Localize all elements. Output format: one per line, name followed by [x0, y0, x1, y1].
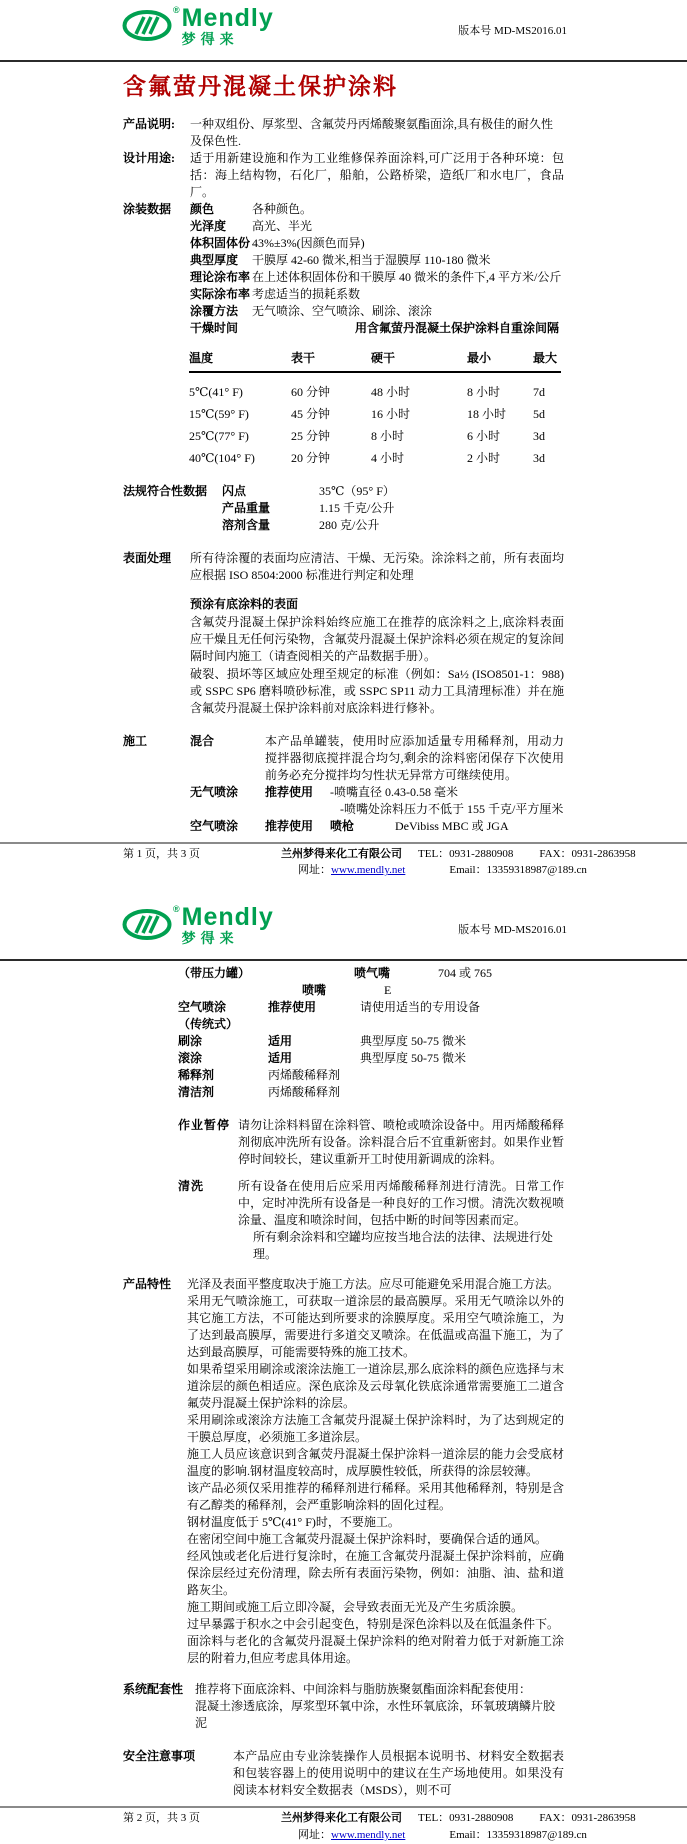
brand-text [181, 4, 274, 47]
roller-row [123, 1050, 564, 1067]
company-tel: TEL：0931-2880908 [418, 847, 514, 860]
mendly-logo [122, 4, 687, 47]
application-label: 施工 [123, 733, 148, 748]
application-section [123, 733, 564, 784]
surface-prep-text: 所有待涂覆的表面均应清洁、干燥、无污染。涂涂料之前，所有表面均应根据 ISO 8504:2000 标准进行判定和处理 [190, 551, 564, 583]
coating-row-theoretical: 理论涂布率 在上述体积固体份和干膜厚 40 微米的条件下,4 平方米/公斤 [190, 269, 562, 284]
company-name: 兰州梦得来化工有限公司 [281, 847, 402, 860]
footer-contact-line [281, 1828, 687, 1844]
roller-applicable-label: 适用 [268, 1051, 293, 1066]
nozzle-value: E [384, 983, 392, 998]
feature-paragraph: 过早暴露于积水之中会引起变色，特别是深色涂料以及在低温条件下。 [187, 1617, 560, 1632]
feature-paragraphs [187, 1276, 564, 1668]
company-email: Email：13359318987@189.cn [449, 1829, 587, 1842]
system-compatibility-label: 系统配套性 [123, 1682, 184, 1697]
precoated-surface-block [190, 596, 564, 716]
cleaner-row [123, 1084, 564, 1101]
precoated-paragraph: 含氟荧丹混凝土保护涂料始终应施工在推荐的底涂料之上,底涂料表面应干燥且无任何污染物，含氟荧丹混凝土保护涂料必须在规定的复涂间隔时间内施工（请查阅相关的产品数据手册）。 [190, 615, 564, 664]
product-desc-row [123, 116, 564, 150]
regulatory-row-weight: 产品重量 1.15 千克/公升 [222, 501, 395, 516]
thinner-label: 稀释剂 [178, 1068, 215, 1083]
web-label: 网址： [298, 1829, 331, 1842]
safety-label: 安全注意事项 [123, 1749, 196, 1764]
table-row: 15℃(59° F) 45 分钟 16 小时 18 小时 5d [189, 407, 545, 422]
safety-section [123, 1748, 564, 1799]
airspray-label: 空气喷涂 [190, 818, 239, 833]
page-1-footer [0, 844, 687, 879]
work-pause-label: 作业暂停 [178, 1118, 231, 1133]
feature-paragraph: 采用刷涂或滚涂方法施工含氟荧丹混凝土保护涂料时，为了达到规定的干膜总厚度，必须施工多道涂层。 [187, 1412, 564, 1444]
product-desc-text: 一种双组份、厚浆型、含氟荧丹丙烯酸聚氨酯面涂,具有极佳的耐久性及保色性. [190, 116, 554, 148]
pressure-tank-label: （带压力罐） [178, 966, 251, 980]
version-label: 版本号 MD-MS2016.01 [458, 25, 567, 37]
pressure-tank-row [123, 965, 564, 982]
system-compatibility-section [123, 1681, 564, 1732]
system-compatibility-text-2: 混凝土渗透底涂，厚浆型环氧中涂，水性环氧底涂，环氧玻璃鳞片胶泥 [195, 1699, 556, 1731]
design-use-text: 适于用新建设施和作为工业维修保养面涂料,可广泛用于各种环境：包括：海上结构物，石化厂，船舶，公路桥梁，造纸厂和水电厂，食品厂。 [190, 150, 564, 199]
company-fax: FAX：0931-2863958 [539, 847, 636, 860]
cleaning-section [123, 1178, 564, 1229]
company-fax: FAX：0931-2863958 [539, 1812, 636, 1825]
air-nozzle-label: 喷气嘴 [354, 966, 391, 980]
page-number: 第 2 页，共 3 页 [123, 1812, 200, 1825]
airless-recommend-label: 推荐使用 [265, 784, 314, 799]
feature-paragraph: 钢材温度低于 5℃(41° F)时，不要施工。 [187, 1514, 400, 1529]
airspray-recommend-label: 推荐使用 [265, 818, 314, 833]
page-1 [0, 0, 687, 879]
work-pause-section [123, 1117, 564, 1168]
brush-label: 刷涂 [178, 1034, 203, 1049]
mendly-logo-icon [122, 9, 172, 42]
brand-name-en: Mendly [181, 903, 274, 931]
product-desc-label: 产品说明: [123, 116, 175, 131]
airless-value-1: -喷嘴直径 0.43-0.58 毫米 [330, 784, 458, 799]
cleaner-value: 丙烯酸稀释剂 [268, 1085, 341, 1100]
coating-row-solids: 体积固体份 43%±3%(因颜色而异) [190, 235, 365, 250]
spray-gun-value: DeVibiss MBC 或 JGA [395, 818, 509, 833]
feature-paragraph: 施工人员应该意识到含氟荧丹混凝土保护涂料一道涂层的能力会受底材温度的影响.钢材温度较高时，成厚膜性较低，所获得的涂层较薄。 [187, 1446, 564, 1478]
conventional-label: （传统式） [178, 1017, 239, 1032]
coating-data-section [123, 201, 564, 337]
design-use-label: 设计用途: [123, 150, 175, 165]
work-pause-text: 请勿让涂料料留在涂料管、喷枪或喷涂设备中。用丙烯酸稀释剂彻底冲洗所有设备。涂料混合后不宜重新密封。如果作业暂停时间较长，建议重新开工时使用新调成的涂料。 [238, 1118, 564, 1167]
safety-text: 本产品应由专业涂装操作人员根据本说明书、材料安全数据表和包装容器上的使用说明中的建议在生产场地使用。如果没有阅读本材料安全数据表（MSDS），则不可 [233, 1749, 564, 1798]
regulatory-label: 法规符合性数据 [123, 484, 208, 499]
feature-paragraph: 在密闭空间中施工含氟荧丹混凝土保护涂料时，要确保合适的通风。 [187, 1531, 548, 1546]
air-nozzle-value: 704 或 765 [438, 966, 493, 980]
drying-time-table [189, 350, 561, 467]
design-use-row [123, 150, 564, 201]
page-2 [0, 899, 687, 1844]
company-email: Email：13359318987@189.cn [449, 864, 587, 877]
product-features-section [123, 1276, 564, 1668]
surface-prep-section [123, 550, 564, 584]
website-link[interactable]: www.mendly.net [331, 864, 406, 877]
regulatory-row-flashpoint: 闪点 35℃（95° F） [222, 484, 395, 499]
website-link[interactable]: www.mendly.net [331, 1829, 406, 1842]
footer-company-line [281, 847, 687, 863]
drying-table-header: 温度 表干 硬干 最小 最大 [189, 350, 561, 373]
coating-row-thickness: 典型厚度 干膜厚 42-60 微米,相当于湿膜厚 110-180 微米 [190, 252, 491, 267]
coating-data-rows [190, 201, 564, 337]
precoated-heading: 预涂有底涂料的表面 [190, 597, 299, 612]
brush-applicable-label: 适用 [268, 1034, 293, 1049]
page-1-content [0, 116, 687, 835]
airspray-row [123, 818, 564, 835]
coating-row-methods: 涂覆方法 无气喷涂、空气喷涂、刷涂、滚涂 [190, 304, 433, 318]
brand-name-cn: 梦得来 [181, 929, 239, 946]
page-2-header [0, 899, 687, 956]
table-row: 40℃(104° F) 20 分钟 4 小时 2 小时 3d [189, 451, 545, 466]
cleaning-text-2: 所有剩余涂料和空罐均应按当地合法的法律、法规进行处理。 [253, 1230, 554, 1262]
brush-value: 典型厚度 50-75 微米 [360, 1034, 466, 1049]
feature-paragraph: 光泽及表面平整度取决于施工方法。应尽可能避免采用混合施工方法。 [187, 1276, 560, 1291]
coating-data-label: 涂装数据 [123, 201, 172, 216]
brand-name-en: Mendly [181, 4, 274, 32]
mix-label: 混合 [190, 733, 215, 748]
coating-row-drytime: 干燥时间 用含氟萤丹混凝土保护涂料自重涂间隔 [190, 321, 560, 336]
version-label: 版本号 MD-MS2016.01 [458, 924, 567, 936]
cleaner-label: 清洁剂 [178, 1085, 215, 1100]
mix-text: 本产品单罐装，使用时应添加适量专用稀释剂，用动力搅拌器彻底搅拌混合均匀,剩余的涂料密闭保存下次使用前务必充分搅拌均匀性状无异常方可继续使用。 [265, 733, 564, 782]
feature-paragraph: 该产品必须仅采用推荐的稀释剂进行稀释。采用其他稀释剂，特别是含有乙醇类的稀释剂，会严重影响涂料的固化过程。 [187, 1480, 564, 1512]
precoated-paragraph: 破裂、损坏等区域应处理至规定的标准（例如：Sa½ (ISO8501-1：988) 或 SSPC SP6 磨料喷砂标准，或 SSPC SP11 动力工具清理标准）并在施含氟荧丹混凝土保护涂料前对底涂料进行修补。 [190, 666, 564, 715]
feature-paragraph: 施工期间或施工后立即冷凝，会导致表面无光及产生劣质涂膜。 [187, 1600, 524, 1615]
regulatory-section [123, 483, 564, 534]
spray-gun-label: 喷枪 [330, 818, 355, 833]
company-tel: TEL：0931-2880908 [418, 1812, 514, 1825]
page-2-footer [0, 1808, 687, 1843]
page-2-content [0, 961, 687, 1799]
airless-label: 无气喷涂 [190, 784, 239, 799]
roller-value: 典型厚度 50-75 微米 [360, 1051, 466, 1066]
airspray-recommend-label: 推荐使用 [268, 1000, 317, 1015]
thinner-value: 丙烯酸稀释剂 [268, 1068, 341, 1083]
product-features-label: 产品特性 [123, 1276, 172, 1291]
company-name: 兰州梦得来化工有限公司 [281, 1812, 402, 1825]
regulatory-row-solvent: 溶剂含量 280 克/公升 [222, 518, 380, 533]
document-title: 含氟萤丹混凝土保护涂料 [123, 74, 398, 99]
airspray-conventional-row [123, 999, 564, 1016]
brush-row [123, 1033, 564, 1050]
brand-name-cn: 梦得来 [181, 30, 239, 47]
mendly-logo [122, 903, 687, 946]
registered-mark-icon: ® [173, 904, 180, 914]
table-row: 5℃(41° F) 60 分钟 48 小时 8 小时 7d [189, 385, 545, 400]
table-row: 25℃(77° F) 25 分钟 8 小时 6 小时 3d [189, 429, 545, 444]
brand-text [181, 903, 274, 946]
web-label: 网址： [298, 864, 331, 877]
registered-mark-icon: ® [173, 5, 180, 15]
roller-label: 滚涂 [178, 1051, 203, 1066]
cleaning-label: 清洗 [178, 1179, 205, 1194]
coating-row-practical: 实际涂布率 考虑适当的损耗系数 [190, 286, 361, 301]
airspray-label: 空气喷涂 [178, 1000, 227, 1015]
nozzle-row [123, 982, 564, 999]
feature-paragraph: 采用无气喷涂施工，可获取一道涂层的最高膜厚。采用无气喷涂以外的其它施工方法，不可能达到所要求的涂膜厚度。采用空气喷涂施工，为了达到最高膜厚，需要进行多道交叉喷涂。在低温或高温下施工，为了达到最高膜厚，可能需要特殊的施工技术。 [187, 1293, 564, 1359]
system-compatibility-text: 推荐将下面底涂料、中间涂料与脂肪族聚氨酯面涂料配套使用： [195, 1682, 532, 1697]
page-number: 第 1 页，共 3 页 [123, 847, 200, 860]
footer-contact-line [281, 863, 687, 879]
airless-value-2: -喷嘴处涂料压力不低于 155 千克/平方厘米 [340, 801, 564, 816]
header-rule [0, 60, 687, 62]
feature-paragraph: 如果希望采用刷涂或滚涂法施工一道涂层,那么底涂料的颜色应选择与末道涂层的颜色相适应。深色底涂及云母氧化铁底涂通常需要施工二道含氟荧丹混凝土保护涂料的涂层。 [187, 1361, 564, 1410]
cleaning-text: 所有设备在使用后应采用丙烯酸稀释剂进行清洗。日常工作中，定时冲洗所有设备是一种良好的工作习惯。清洗次数视喷涂量、温度和喷涂时间，包括中断的时间等因素而定。 [238, 1179, 564, 1228]
airless-spray-row [123, 784, 564, 801]
conventional-label-row [123, 1016, 564, 1033]
feature-paragraph: 经风蚀或老化后进行复涂时，在施工含氟荧丹混凝土保护涂料前，应确保涂层经过充份清理，除去所有表面污染物，例如：油脂、油、盐和道路灰尘。 [187, 1549, 564, 1598]
page-1-header [0, 0, 687, 57]
airspray-value: 请使用适当的专用设备 [360, 1000, 481, 1015]
coating-row-gloss: 光泽度 高光、半光 [190, 218, 313, 233]
surface-prep-label: 表面处理 [123, 551, 172, 566]
airless-spray-row-2 [123, 801, 564, 818]
mendly-logo-icon [122, 908, 172, 941]
feature-paragraph: 面涂料与老化的含氟荧丹混凝土保护涂料的绝对附着力低于对新施工涂层的附着力,但应考虑具体用途。 [187, 1634, 564, 1666]
coating-row-color: 颜色 各种颜色。 [190, 201, 313, 216]
footer-company-line [281, 1811, 687, 1827]
nozzle-label: 喷嘴 [302, 983, 327, 998]
thinner-row [123, 1067, 564, 1084]
